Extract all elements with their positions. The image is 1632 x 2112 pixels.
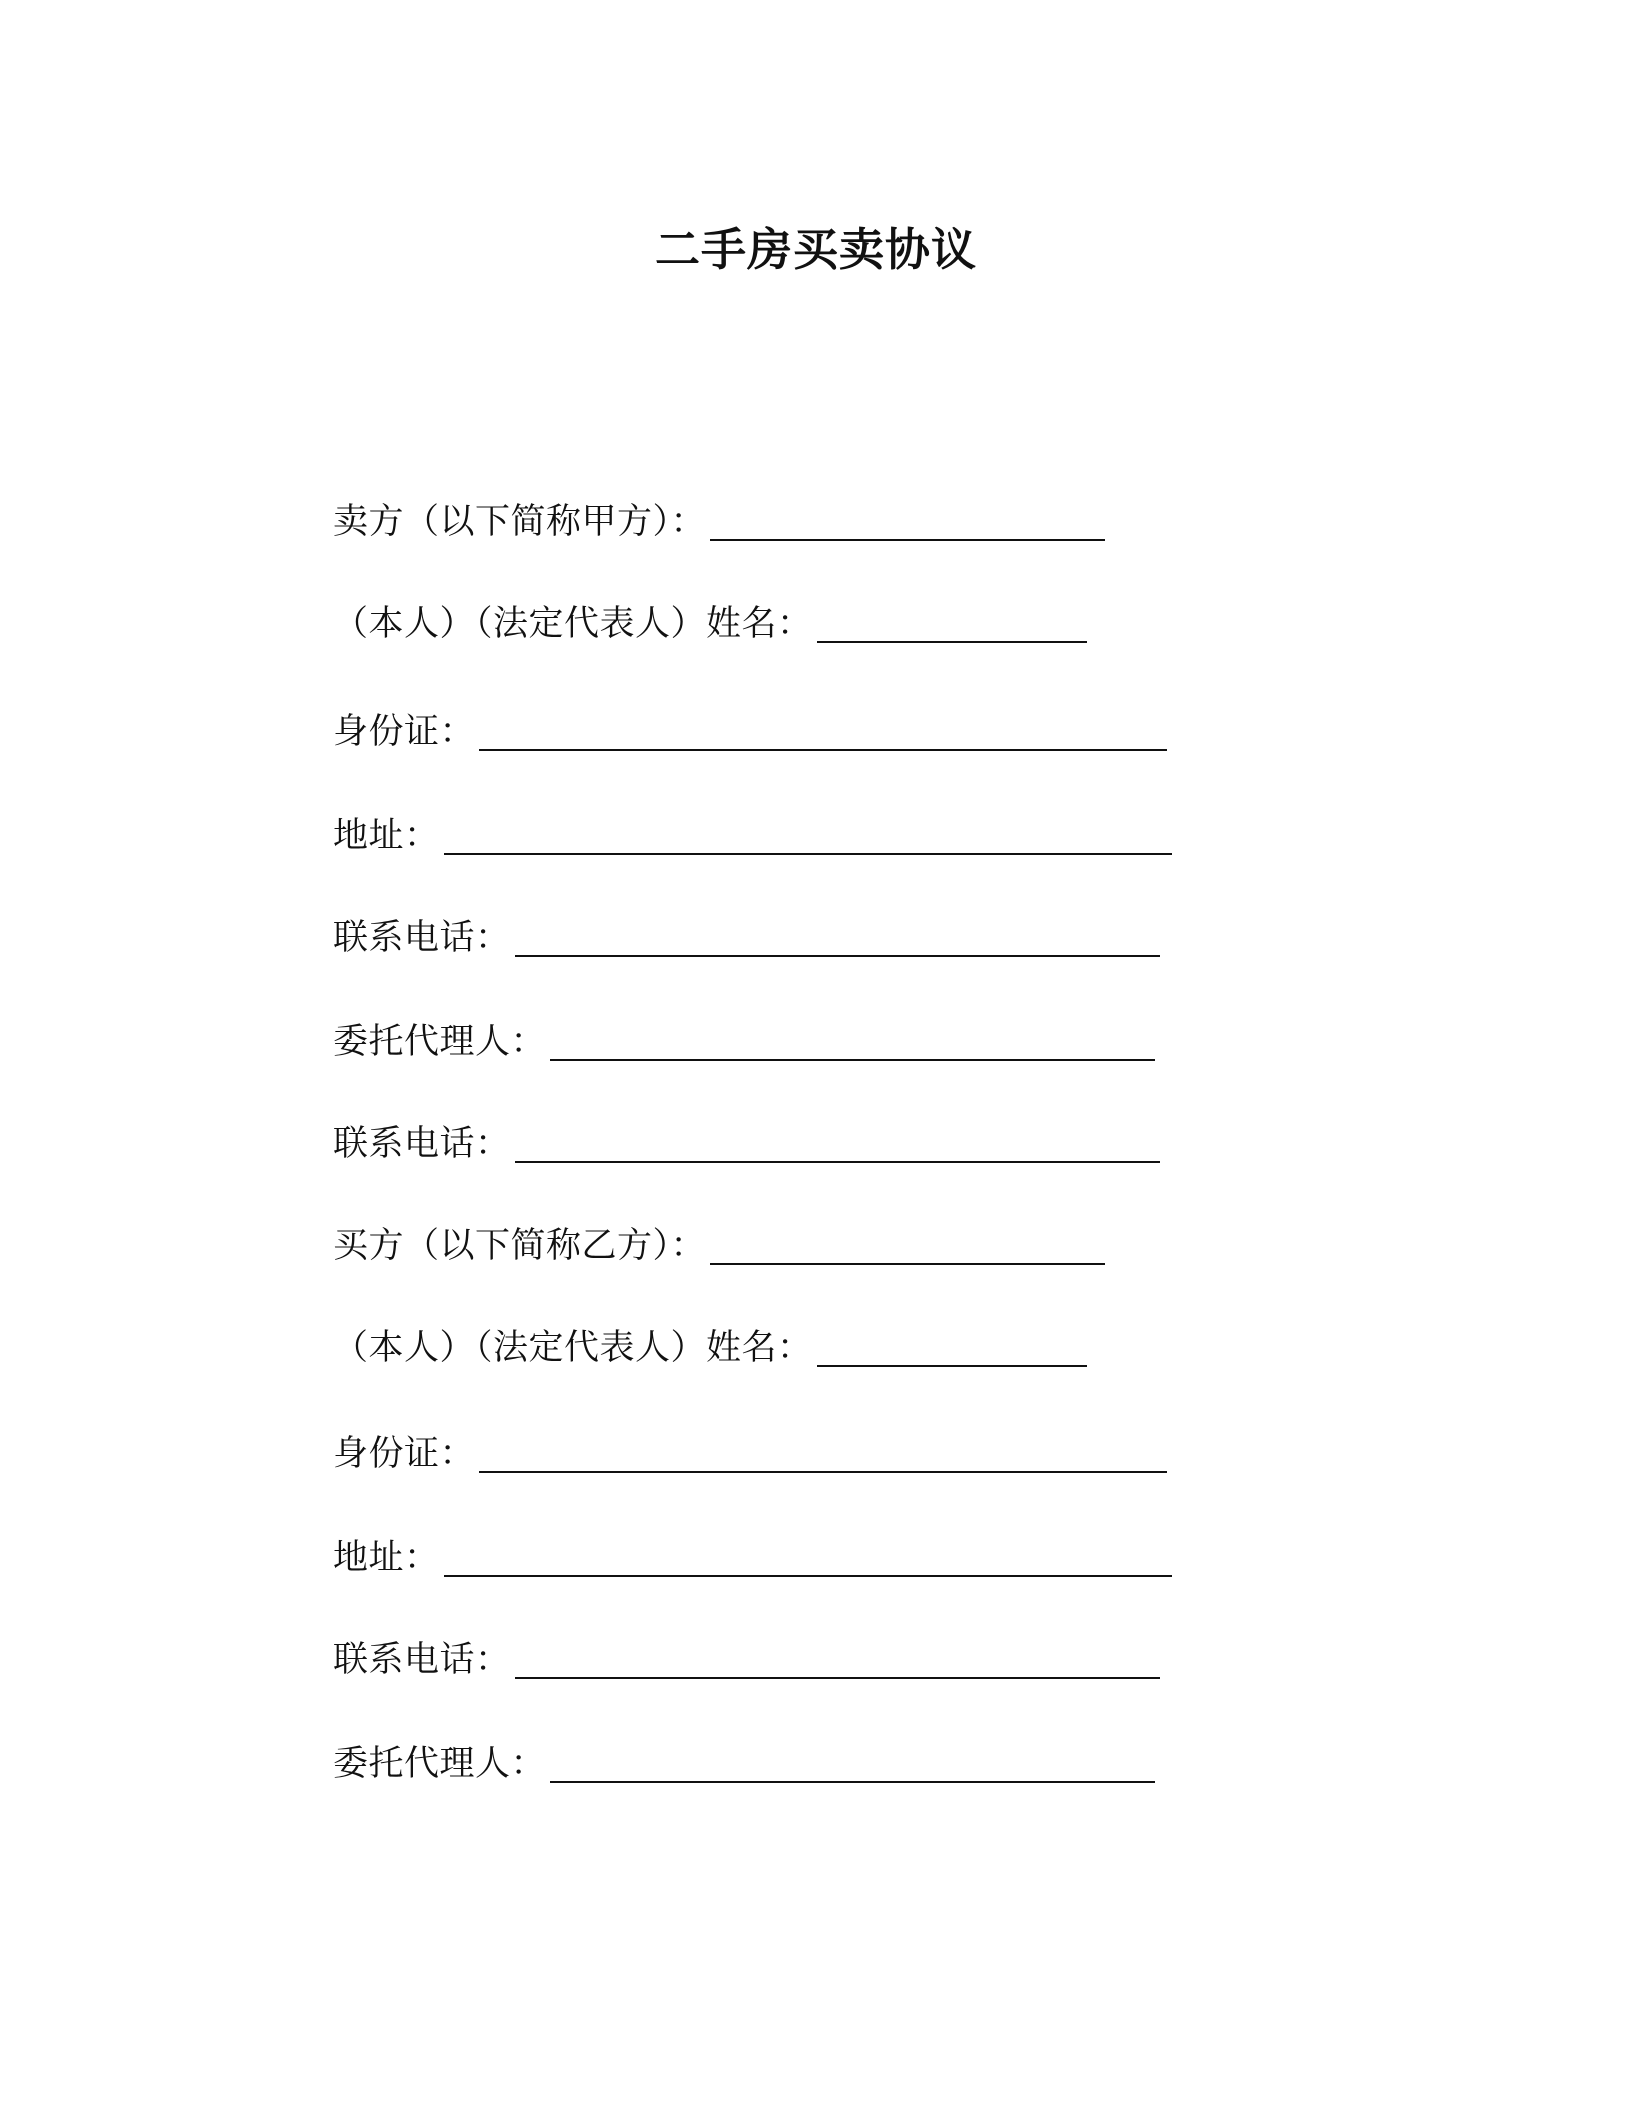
buyer-party-blank[interactable] — [710, 1223, 1105, 1265]
buyer-party-field — [333, 1220, 1105, 1268]
seller-phone-label: 联系电话： — [333, 918, 511, 958]
buyer-phone-blank[interactable] — [515, 1637, 1160, 1679]
seller-phone-blank[interactable] — [515, 915, 1160, 957]
buyer-name-blank[interactable] — [817, 1325, 1087, 1367]
buyer-agent-label: 委托代理人： — [333, 1744, 547, 1784]
document-title: 二手房买卖协议 — [654, 223, 977, 276]
seller-agent-phone-blank[interactable] — [515, 1121, 1160, 1163]
seller-agent-field — [333, 1016, 1155, 1064]
buyer-address-label: 地址： — [333, 1538, 440, 1578]
buyer-agent-blank[interactable] — [550, 1741, 1155, 1783]
buyer-phone-field — [333, 1634, 1160, 1682]
seller-address-field — [333, 810, 1172, 858]
buyer-party-label: 买方（以下简称乙方）： — [333, 1226, 707, 1266]
seller-id-blank[interactable] — [479, 709, 1167, 751]
seller-address-label: 地址： — [333, 816, 440, 856]
seller-id-field — [333, 706, 1167, 754]
buyer-agent-field — [333, 1738, 1155, 1786]
buyer-id-blank[interactable] — [479, 1431, 1167, 1473]
seller-name-field — [333, 598, 1087, 646]
seller-phone-field — [333, 912, 1160, 960]
seller-agent-label: 委托代理人： — [333, 1022, 547, 1062]
seller-name-blank[interactable] — [817, 601, 1087, 643]
seller-party-blank[interactable] — [710, 499, 1105, 541]
buyer-id-field — [333, 1428, 1167, 1476]
buyer-name-label: （本人）（法定代表人）姓名： — [333, 1328, 813, 1368]
seller-agent-blank[interactable] — [550, 1019, 1155, 1061]
seller-id-label: 身份证： — [333, 712, 476, 752]
buyer-phone-label: 联系电话： — [333, 1640, 511, 1680]
buyer-name-field — [333, 1322, 1087, 1370]
seller-party-field — [333, 496, 1105, 544]
seller-name-label: （本人）（法定代表人）姓名： — [333, 604, 813, 644]
buyer-address-blank[interactable] — [444, 1535, 1172, 1577]
seller-agent-phone-label: 联系电话： — [333, 1124, 511, 1164]
seller-address-blank[interactable] — [444, 813, 1172, 855]
buyer-id-label: 身份证： — [333, 1434, 476, 1474]
seller-agent-phone-field — [333, 1118, 1160, 1166]
seller-party-label: 卖方（以下简称甲方）： — [333, 502, 707, 542]
buyer-address-field — [333, 1532, 1172, 1580]
